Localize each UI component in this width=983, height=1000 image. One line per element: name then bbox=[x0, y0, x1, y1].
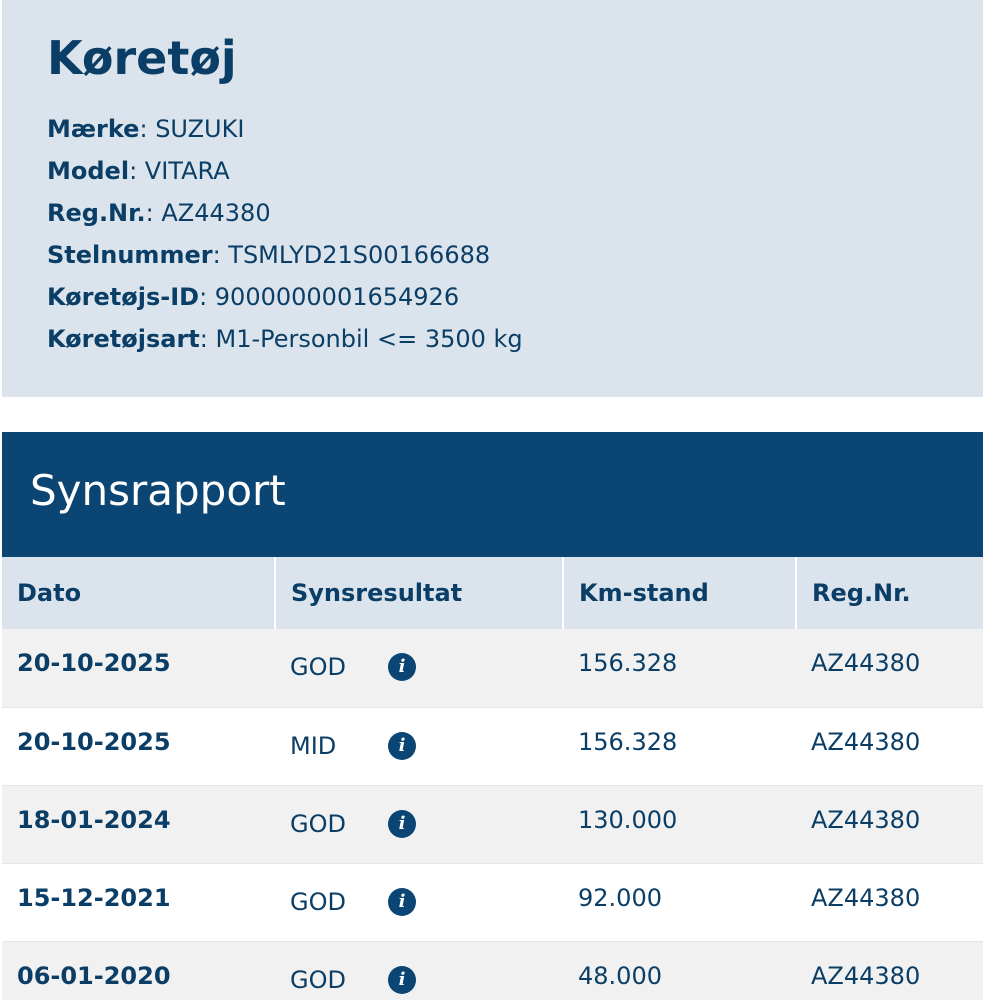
table-row bbox=[2, 785, 983, 863]
vehicle-title: Køretøj bbox=[47, 31, 237, 85]
info-icon[interactable]: i bbox=[388, 810, 416, 838]
field-label: Køretøjsart bbox=[47, 325, 200, 353]
field-brand: Mærke: SUZUKI bbox=[47, 115, 245, 143]
inspection-report bbox=[2, 432, 983, 1000]
column-header-date: Dato bbox=[2, 557, 275, 629]
info-icon[interactable]: i bbox=[388, 888, 416, 916]
field-value: M1-Personbil <= 3500 kg bbox=[215, 325, 523, 353]
cell-km: 130.000 bbox=[578, 805, 678, 834]
field-value: TSMLYD21S00166688 bbox=[228, 241, 491, 269]
inspection-table bbox=[2, 557, 983, 1000]
report-title: Synsrapport bbox=[2, 432, 983, 557]
cell-date: 06-01-2020 bbox=[17, 961, 171, 990]
field-chassis-number: Stelnummer: TSMLYD21S00166688 bbox=[47, 241, 491, 269]
cell-reg-nr: AZ44380 bbox=[811, 727, 921, 756]
result-text: MID bbox=[290, 731, 337, 760]
field-value: SUZUKI bbox=[155, 115, 245, 143]
info-icon[interactable]: i bbox=[388, 966, 416, 994]
column-header-km: Km-stand bbox=[563, 557, 796, 629]
cell-km: 92.000 bbox=[578, 883, 662, 912]
info-icon[interactable]: i bbox=[388, 653, 416, 681]
table-row bbox=[2, 863, 983, 941]
cell-km: 48.000 bbox=[578, 961, 662, 990]
info-icon[interactable]: i bbox=[388, 732, 416, 760]
column-header-reg-nr: Reg.Nr. bbox=[812, 579, 911, 607]
table-row bbox=[2, 629, 983, 707]
table-row bbox=[2, 707, 983, 785]
cell-reg-nr: AZ44380 bbox=[811, 649, 921, 677]
table-header-row bbox=[2, 557, 983, 629]
cell-result bbox=[275, 785, 563, 863]
result-text: GOD bbox=[290, 965, 346, 994]
cell-date: 18-01-2024 bbox=[17, 805, 171, 834]
result-text: GOD bbox=[290, 809, 346, 838]
table-row bbox=[2, 941, 983, 1000]
cell-result bbox=[275, 707, 563, 785]
field-label: Køretøjs-ID bbox=[47, 283, 200, 311]
cell-reg-nr: AZ44380 bbox=[811, 805, 921, 834]
cell-reg-nr: AZ44380 bbox=[811, 883, 921, 912]
field-label: Reg.Nr. bbox=[47, 199, 146, 227]
cell-km: 156.328 bbox=[578, 649, 678, 677]
field-model: Model: VITARA bbox=[47, 157, 230, 185]
field-label: Stelnummer bbox=[47, 241, 213, 269]
field-value: 9000000001654926 bbox=[214, 283, 460, 311]
field-value: AZ44380 bbox=[161, 199, 271, 227]
cell-result bbox=[275, 941, 563, 1000]
field-label: Model bbox=[47, 157, 130, 185]
cell-reg-nr: AZ44380 bbox=[811, 961, 921, 990]
cell-km: 156.328 bbox=[578, 727, 678, 756]
cell-date: 20-10-2025 bbox=[17, 649, 171, 677]
vehicle-card bbox=[2, 0, 983, 397]
column-header-result: Synsresultat bbox=[275, 557, 563, 629]
cell-date: 20-10-2025 bbox=[17, 727, 171, 756]
field-vehicle-id: Køretøjs-ID: 9000000001654926 bbox=[47, 283, 460, 311]
field-vehicle-type: Køretøjsart: M1-Personbil <= 3500 kg bbox=[47, 325, 523, 353]
field-reg-nr: Reg.Nr.: AZ44380 bbox=[47, 199, 271, 227]
cell-result bbox=[275, 863, 563, 941]
field-label: Mærke bbox=[47, 115, 140, 143]
field-value: VITARA bbox=[144, 157, 230, 185]
cell-result bbox=[275, 629, 563, 707]
cell-date: 15-12-2021 bbox=[17, 883, 171, 912]
result-text: GOD bbox=[290, 887, 346, 916]
result-text: GOD bbox=[290, 653, 346, 681]
